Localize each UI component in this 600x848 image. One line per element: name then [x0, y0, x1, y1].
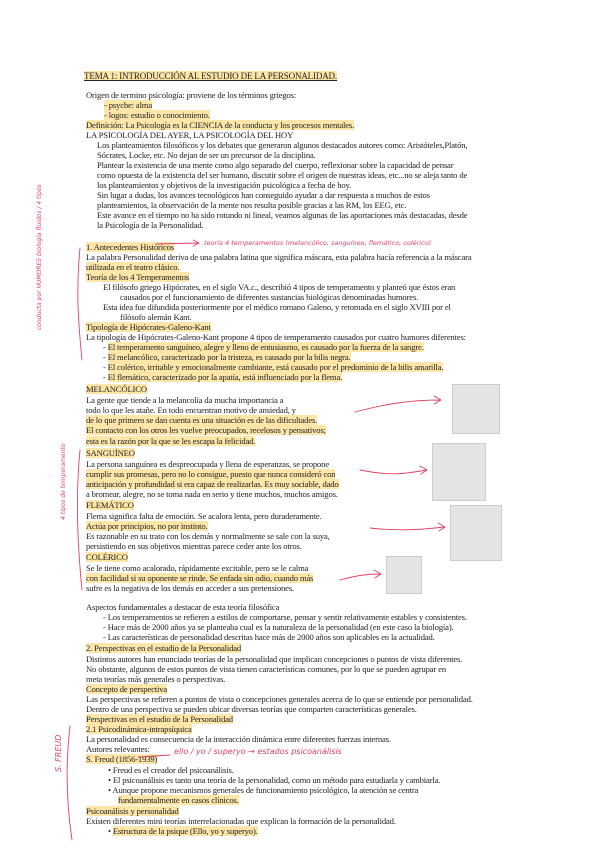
tipo-item: - El flemático, caracterizado por la apatía, está influenciado por la flema. [103, 372, 343, 382]
estudio-heading: Perspectivas en el estudio de la Personalidad [86, 714, 233, 724]
arrow-icon [360, 466, 427, 474]
persona-line: La palabra Personalidad deriva de una palabra latina que significa máscara, esta palabra hacía referencia a la máscara [86, 252, 472, 262]
tipo-item: - El colérico, irritable y emocionalmente cambiante, está causado por el predominio de la bilis amarilla. [103, 362, 444, 372]
tipo-item: - El temperamento sanguíneo, alegre y lleno de entusiasmo, es causado por la fuerza de la sangre. [103, 342, 424, 352]
perspectivas-heading: 2. Perspectivas en el estudio de la Personalidad [86, 643, 242, 653]
perspectivas-line: Distintos autores han enunciado teorías de la personalidad que implican concepciones o puntos de vista diferentes. [86, 654, 463, 664]
sanguineo-line: anticipación y profundidad si era capaz de realizarlas. Es muy sociable, dado [86, 479, 339, 489]
intrapsiquica-heading: 2.1 Psicodinámica-intrapsíquica [86, 724, 192, 734]
history-line: los planteamientos y objetivos de la investigación psicológica a fecha de hoy. [97, 180, 352, 190]
sanguineo-heading: SANGUÍNEO [86, 448, 135, 458]
arrow-icon [340, 570, 381, 580]
aspectos-item: - Los temperamentos se refieren a estilos de comportarse, pensar y sentir relativamente estables y consistentes. [103, 612, 467, 622]
sanguineo-line: La persona sanguínea es despreocupada y llena de esperanzas, se propone [86, 459, 329, 469]
margin-bracket [78, 248, 82, 360]
history-line: Sin lugar a dudas, los avances tecnológicos han conseguido ayudar a dar respuesta a muchos de estos [97, 190, 430, 200]
aspectos-item: - Las características de personalidad descritas hace más de 2000 años son aplicables en la actualidad. [103, 632, 435, 642]
autores-line: Autores relevantes: [86, 744, 150, 754]
freud-bullet: • Freud es el creador del psicoanálisis. [108, 765, 234, 775]
ink-underline [138, 755, 170, 757]
temperamentos-bullet: Esta idea fue difundida posteriormente por el médico romano Galeno, y retomada en el siglo XVIII por el [103, 302, 451, 312]
history-line: Plantear la existencia de una mente como algo separado del cuerpo, reflexionar sobre la capacidad de pensar [97, 160, 454, 170]
flematico-line: Es razonable en su trato con los demás y normalmente se sale con la suya, [86, 531, 330, 541]
concepto-line: Las perspectivas se refieren a puntos de vista o concepciones generales acerca de lo que se entiende por personalidad. [86, 694, 473, 704]
origin-logos: - logos: estudio o conocimiento. [104, 110, 210, 120]
psico-line: Existen diferentes mini teorías interrelacionadas que explican la formación de la personalidad. [86, 816, 396, 826]
sanguineo-line: cumplir sus promesas, pero no lo consigue, puesto que nunca consideró con [86, 469, 336, 479]
arrow-icon [370, 523, 445, 531]
freud-bullet: fundamentalmente en casos clínicos. [118, 795, 239, 805]
handwritten-margin-note: 4 tipos de temperamento [60, 443, 67, 520]
history-line: Este avance en el tiempo no ha sido rotundo ni lineal, veamos algunas de las aportaciones más destacadas, desde [97, 210, 468, 220]
handwritten-margin-note: conducta por HUMORES biología fluidos / 4 tipos [36, 184, 43, 330]
melancolico-line: El contacto con los otros les vuelve preocupados, recelosos y pensativos; [86, 425, 326, 435]
history-line: planteamientos, la observación de la mente nos resulta posible gracias a las RM, los EEG, etc. [97, 200, 407, 210]
handwritten-note: ello / yo / superyo → estados psicoanálisis [174, 747, 342, 756]
temperamentos-heading: Teoría de los 4 Temperamentos [86, 272, 190, 282]
flematico-line: Flema significa falta de emoción. Se acalora lenta, pero duraderamente. [86, 511, 322, 521]
concepto-line: Dentro de una perspectiva se pueden ubicar diversas teorías que comparten características generales. [86, 704, 417, 714]
aspectos-heading: Aspectos fundamentales a destacar de esta teoría filosófica [86, 602, 280, 612]
temperamentos-bullet: filósofo alemán Kant. [120, 312, 192, 322]
temperamentos-bullet: causados por el funcionamiento de diferentes sustancias biológicas denominadas humores. [120, 292, 419, 302]
antecedentes-heading: 1. Antecedentes Históricos [86, 242, 174, 252]
history-line: Los planteamientos filosóficos y los debates que generaron algunos destacados autores como: Aristóteles,Platón, [97, 140, 468, 150]
perspectivas-line: meta teorías más generales o perspectivas. [86, 674, 226, 684]
arrow-icon [355, 396, 441, 412]
definition: Definición: La Psicología es la CIENCIA de la conducta y los procesos mentales. [86, 120, 355, 130]
melancolico-line: esta es la razón por la que se les escapa la felicidad. [86, 436, 256, 446]
origin-line: Origen de termino psicología: proviene de los términos griegos: [86, 90, 297, 100]
handwritten-margin-note: S. FREUD [54, 734, 63, 772]
psico-heading: Psicoanálisis y personalidad [86, 806, 179, 816]
history-line: la Psicología de la Personalidad. [97, 220, 204, 230]
persona-line: utilizada en el teatro clásico. [86, 262, 180, 272]
flematico-line: Actúa por principios, no por instinto. [86, 521, 208, 531]
tipo-item: - El melancólico, caracterizado por la tristeza, es causado por la bilis negra. [103, 352, 351, 362]
freud-bullet: • El psicoanálisis es tanto una teoría de la personalidad, como un método para estudiarla y cambiarla. [108, 775, 441, 785]
history-line: Sócrates, Locke, etc. No dejan de ser un precursor de la disciplina. [97, 150, 316, 160]
tipologia-heading: Tipología de Hipócrates-Galeno-Kant [86, 322, 211, 332]
estructura-bullet: • Estructura de la psique (Ello, yo y superyo). [108, 826, 258, 836]
freud-line: S. Freud (1856-1939) [86, 754, 158, 764]
flematico-line: persistiendo en sus objetivos mientras parece ceder ante los otros. [86, 541, 302, 551]
aspectos-item: - Hace más de 2000 años ya se planteaba cual es la naturaleza de la personalidad (en este caso la biología). [103, 622, 454, 632]
colerico-heading: COLÉRICO [86, 552, 128, 562]
colerico-line: Se le tiene como acalorado, rápidamente excitable, pero se le calma [86, 563, 309, 573]
colerico-line: sufre es la negativa de los demás en acceder a sus pretensiones. [86, 583, 295, 593]
intrapsiquica-line: La personalidad es consecuencia de la interacción dinámica entre diferentes fuerzas internas. [86, 734, 391, 744]
perspectivas-line: No obstante, algunos de estos puntos de vista tienen características comunes, por lo que se pueden agrupar en [86, 664, 446, 674]
colerico-line: con facilidad si su oponente se rinde. Se enfada sin odio, cuando más [86, 573, 314, 583]
flematico-heading: FLEMÁTICO [86, 500, 134, 510]
margin-bracket [67, 726, 72, 840]
document-title: TEMA 1: INTRODUCCIÓN AL ESTUDIO DE LA PERSONALIDAD. [84, 71, 338, 81]
melancolico-line: La gente que tiende a la melancolía da mucha importancia a [86, 395, 284, 405]
handwritten-note: teoría 4 temperamentos (melancólico, sanguíneo, flemático, colérico) [204, 239, 432, 247]
melancolico-heading: MELANCÓLICO [86, 384, 147, 394]
melancolico-line: de lo que primero se dan cuenta es una situación es de las dificultades. [86, 415, 318, 425]
sanguineo-line: a bromear, alegre, no se toma nada en serio y tiene muchos, muchos amigos. [86, 489, 338, 499]
arrow-icon [156, 240, 199, 246]
concepto-heading: Concepto de perspectiva [86, 684, 168, 694]
history-heading: LA PSICOLOGÍA DEL AYER, LA PSICOLOGÍA DEL HOY [86, 130, 294, 140]
freud-bullet: • Aunque propone mecanismos generales de funcionamiento psicológico, la atención se centra [108, 785, 419, 795]
temperamentos-bullet: El filósofo griego Hipócrates, en el siglo VA.c., describió 4 tipos de temperamento y planteó que éstos eran [103, 282, 456, 292]
origin-psyche: - psyche: alma [104, 100, 153, 110]
tipologia-intro: La tipología de Hipócrates-Galeno-Kant propone 4 tipos de temperamento causados por cuatro humores diferentes: [86, 332, 466, 342]
history-line: como opuesta de la existencia del ser humano, discutir sobre el origen de nuestras ideas, etc...no se aleja tanto de [97, 170, 468, 180]
margin-bracket [78, 450, 82, 590]
melancolico-line: todo lo que les atañe. En todo encuentran motivo de ansiedad, y [86, 405, 296, 415]
